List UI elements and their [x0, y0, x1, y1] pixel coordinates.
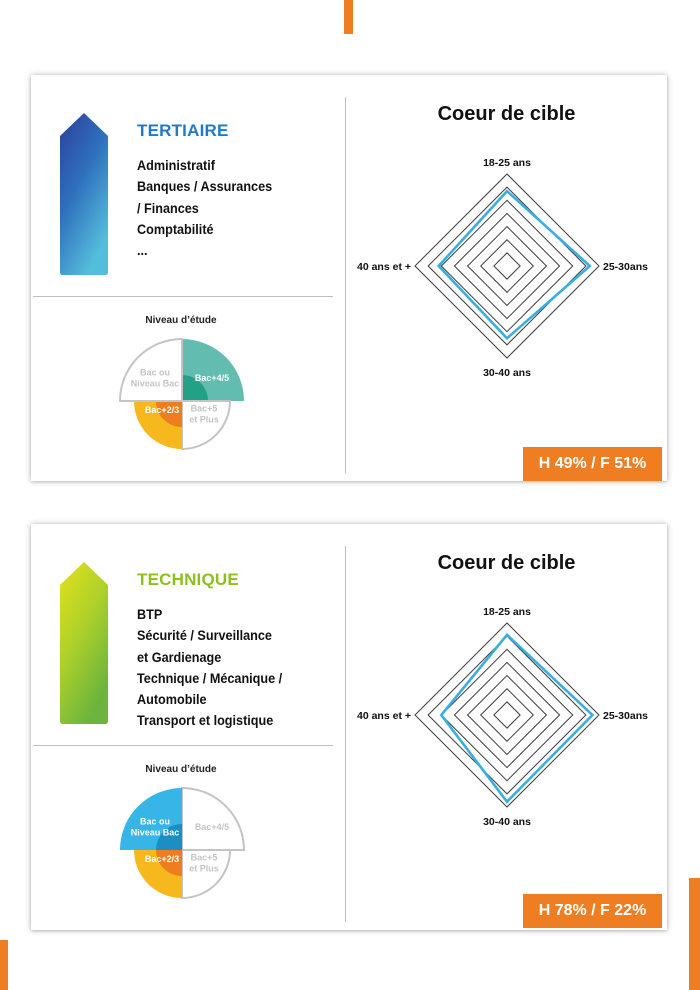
pie-slice-label: Bac+5 et Plus	[189, 403, 219, 425]
list-item: Sécurité / Surveillance	[137, 628, 272, 644]
pie-slice-label: Bac+5 et Plus	[189, 852, 219, 874]
radar-grid-ring	[468, 676, 547, 755]
radar-axis-label: 30-40 ans	[483, 367, 531, 379]
age-radar-chart	[346, 157, 667, 405]
radar-grid-ring	[481, 689, 534, 742]
radar-grid-ring	[481, 240, 534, 293]
radar-grid-ring	[454, 213, 559, 318]
arrow-up-icon	[58, 561, 110, 724]
top-accent-bar	[344, 0, 353, 34]
radar-grid-ring	[494, 702, 520, 728]
radar-axis-label: 25-30ans	[603, 710, 648, 722]
pie-slice-label: Bac ou Niveau Bac	[130, 816, 180, 838]
pie-slice-label: Bac+2/3	[144, 405, 180, 415]
horizontal-divider	[33, 745, 333, 746]
pie-slice-label: Bac+2/3	[144, 854, 180, 864]
radar-grid-ring	[468, 227, 547, 306]
sector-job-list	[137, 604, 337, 732]
target-title: Coeur de cible	[437, 103, 576, 125]
sector-card-technique	[31, 524, 667, 930]
education-pie-chart	[112, 331, 252, 471]
radar-axis-label: 18-25 ans	[483, 606, 531, 618]
radar-axis-label: 18-25 ans	[483, 157, 531, 169]
radar-axis-label: 30-40 ans	[483, 816, 531, 828]
list-item: BTP	[137, 607, 163, 622]
list-item: / Finances	[137, 200, 199, 216]
right-accent-bar	[689, 878, 700, 990]
radar-grid-ring	[428, 187, 586, 345]
list-item: Transport et logistique	[137, 713, 274, 729]
list-item: Technique / Mécanique /	[137, 670, 283, 686]
gender-ratio-badge: H 49% / F 51%	[523, 447, 662, 481]
list-item: Comptabilité	[137, 221, 214, 237]
radar-axis-label: 25-30ans	[603, 261, 648, 273]
list-item: Administratif	[137, 158, 215, 173]
radar-series-line	[439, 191, 590, 338]
education-title: Niveau d’étude	[145, 764, 217, 775]
radar-grid-ring	[428, 636, 586, 794]
age-radar-chart	[346, 606, 667, 854]
list-item: Banques / Assurances	[137, 179, 273, 195]
arrow-up-icon	[58, 112, 110, 275]
sector-title: TERTIAIRE	[137, 121, 229, 140]
left-accent-bar	[0, 940, 8, 990]
education-pie-chart	[112, 780, 252, 920]
sector-card-tertiaire	[31, 75, 667, 481]
radar-grid-ring	[415, 174, 599, 358]
list-item: ...	[137, 243, 148, 259]
target-title: Coeur de cible	[437, 552, 576, 574]
radar-axis-label: 40 ans et +	[357, 261, 411, 273]
pie-slice-label: Bac ou Niveau Bac	[130, 367, 180, 389]
radar-grid-ring	[494, 253, 520, 279]
pie-slice	[182, 788, 244, 850]
list-item: et Gardienage	[137, 649, 222, 665]
horizontal-divider	[33, 296, 333, 297]
list-item: Automobile	[137, 692, 207, 708]
pie-slice-label: Bac+4/5	[194, 373, 230, 383]
education-title: Niveau d’étude	[145, 315, 217, 326]
sector-title: TECHNIQUE	[137, 570, 239, 589]
pie-slice-label: Bac+4/5	[194, 822, 230, 832]
gender-ratio-badge: H 78% / F 22%	[523, 894, 662, 928]
radar-axis-label: 40 ans et +	[357, 710, 411, 722]
sector-job-list	[137, 155, 337, 261]
